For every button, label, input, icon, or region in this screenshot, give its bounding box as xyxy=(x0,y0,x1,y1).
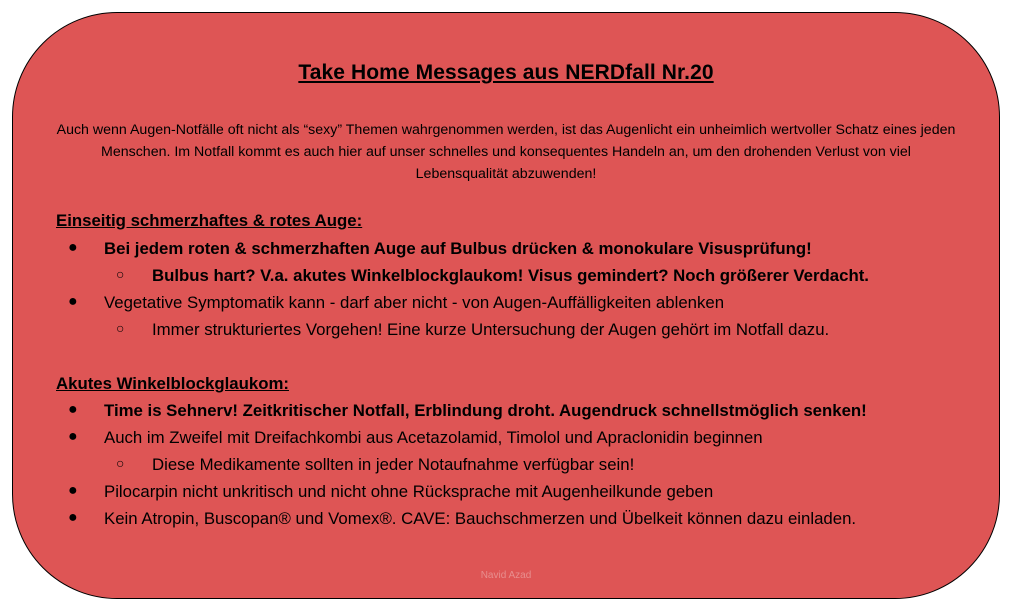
sub-bullet-icon: ○ xyxy=(116,320,125,336)
bullet-icon: ● xyxy=(68,239,78,256)
list-item: Pilocarpin nicht unkritisch und nicht ohne Rücksprache mit Augenheilkunde geben xyxy=(104,482,714,501)
list-item: Vegetative Symptomatik kann - darf aber nicht - von Augen-Auffälligkeiten ablenken xyxy=(104,293,725,312)
author-credit: Navid Azad xyxy=(480,570,532,581)
list-item: Time is Sehnerv! Zeitkritischer Notfall, Erblindung droht. Augendruck schnellstmöglich senken! xyxy=(104,401,867,420)
bullet-icon: ● xyxy=(68,401,78,418)
page-title: Take Home Messages aus NERDfall Nr.20 xyxy=(298,61,714,84)
list-item: Diese Medikamente sollten in jeder Notaufnahme verfügbar sein! xyxy=(152,455,635,474)
list-item: Bulbus hart? V.a. akutes Winkelblockglaukom! Visus gemindert? Noch größerer Verdacht. xyxy=(152,266,869,285)
section-heading-red-eye: Einseitig schmerzhaftes & rotes Auge: xyxy=(56,211,363,230)
bullet-icon: ● xyxy=(68,509,78,526)
list-item: Auch im Zweifel mit Dreifachkombi aus Acetazolamid, Timolol und Apraclonidin beginnen xyxy=(104,428,763,447)
section-heading-glaucoma: Akutes Winkelblockglaukom: xyxy=(56,374,289,393)
list-item: Bei jedem roten & schmerzhaften Auge auf Bulbus drücken & monokulare Visusprüfung! xyxy=(104,239,812,258)
sub-bullet-icon: ○ xyxy=(116,266,125,282)
intro-paragraph: Auch wenn Augen-Notfälle oft nicht als “sexy” Themen wahrgenommen werden, ist das Augenlicht ein unheimlich wertvoller Schatz eines jeden Menschen. Im Notfall kommt es auch hier auf unser schnelles und konsequentes Handeln an, um den drohenden Verlust von viel Lebensqualität abzuwenden! xyxy=(56,122,956,182)
message-card xyxy=(12,12,1000,599)
sub-bullet-icon: ○ xyxy=(116,455,125,471)
bullet-icon: ● xyxy=(68,482,78,499)
bullet-icon: ● xyxy=(68,428,78,445)
list-item: Immer strukturiertes Vorgehen! Eine kurze Untersuchung der Augen gehört im Notfall dazu. xyxy=(152,320,830,339)
list-item: Kein Atropin, Buscopan® und Vomex®. CAVE: Bauchschmerzen und Übelkeit können dazu einladen. xyxy=(104,509,857,528)
bullet-icon: ● xyxy=(68,293,78,310)
